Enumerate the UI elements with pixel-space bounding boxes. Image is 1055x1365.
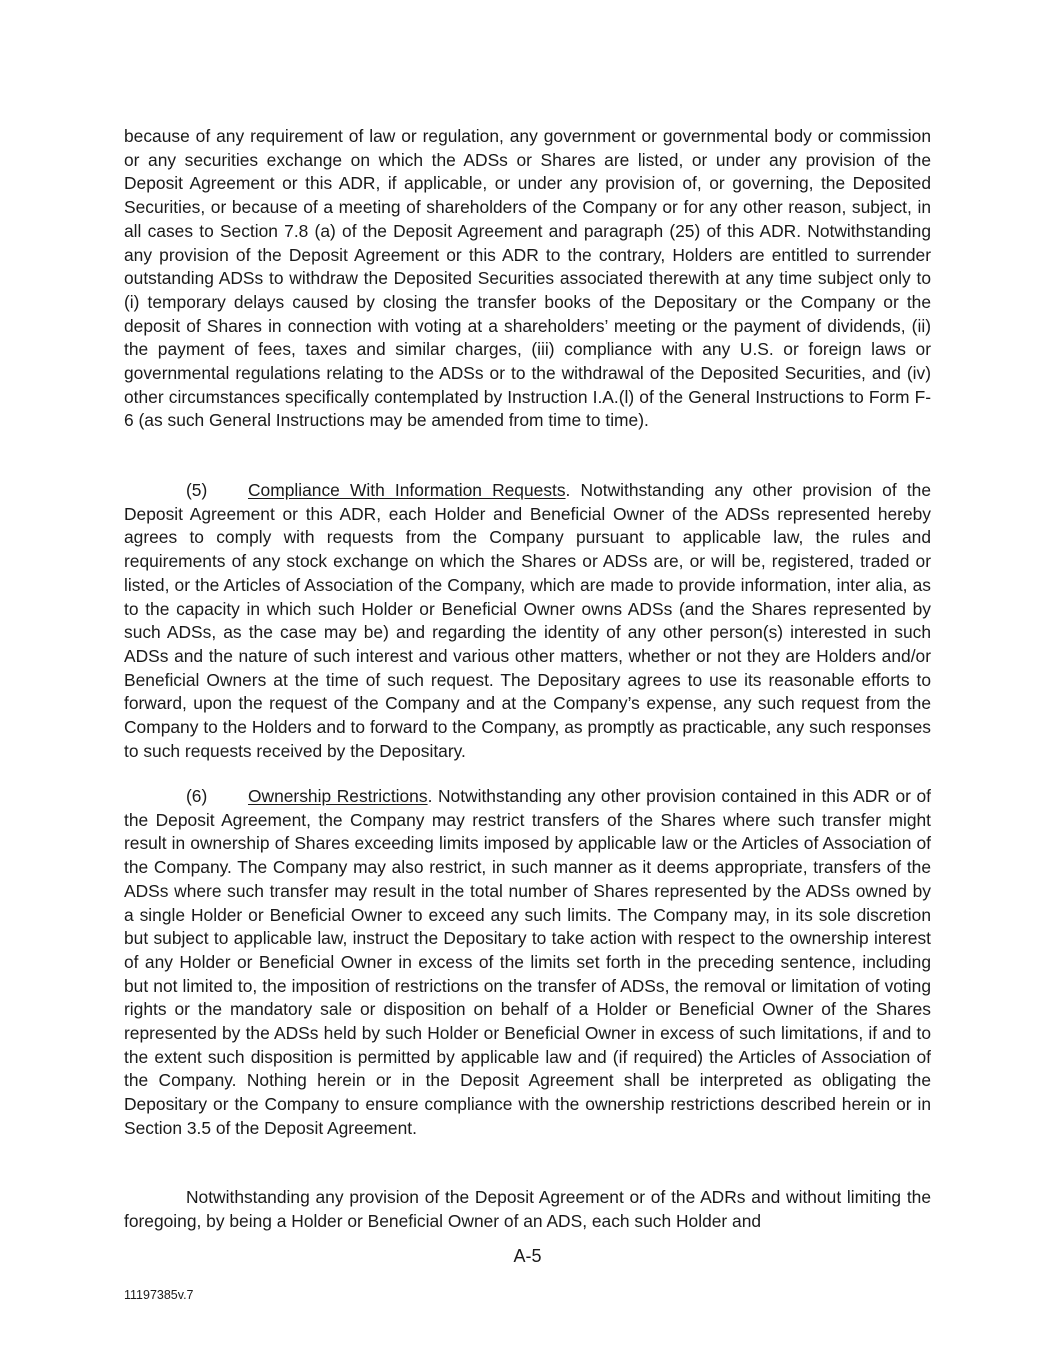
section-6-paragraph — [124, 785, 931, 1141]
section-number: (6) — [186, 786, 208, 806]
section-heading: Compliance With Information Requests — [248, 480, 566, 500]
page-number: A-5 — [513, 1246, 542, 1266]
section-body: . Notwithstanding any other provision contained in this ADR or of the Deposit Agreement, the Company may restrict transfers of the Shares where such transfer might result in ownership of Shares exceeding limits imposed by applicable law or the Articles of Association of the Company. The Company may also restrict, in such manner as it deems appropriate, transfers of the ADSs where such transfer may result in the total number of Shares represented by the ADSs owned by a single Holder or Beneficial Owner to exceed any such limits. The Company may, in its sole discretion but subject to applicable law, instruct the Depositary to take action with respect to the ownership interest of any Holder or Beneficial Owner in excess of the limits set forth in the preceding sentence, including but not limited to, the imposition of restrictions on the transfer of ADSs, the removal or limitation of voting rights or the mandatory sale or disposition on behalf of a Holder or Beneficial Owner of the Shares represented by the ADSs held by such Holder or Beneficial Owner in excess of such limitations, if and to the extent such disposition is permitted by applicable law and (if required) the Articles of Association of the Company. Nothing herein or in the Deposit Agreement shall be interpreted as obligating the Depositary or the Company to ensure compliance with the ownership restrictions described herein or in Section 3.5 of the Deposit Agreement. — [124, 786, 931, 1138]
document-id: 11197385v.7 — [124, 1288, 194, 1302]
section-body: . Notwithstanding any other provision of the Deposit Agreement or this ADR, each Holder and Beneficial Owner of the ADSs represented hereby agrees to comply with requests from the Company pursuant to applicable law, the rules and requirements of any stock exchange on which the Shares or ADSs are, or will be, registered, traded or listed, or the Articles of Association of the Company, which are made to provide information, inter alia, as to the capacity in which such Holder or Beneficial Owner owns ADSs (and the Shares represented by such ADSs, as the case may be) and regarding the identity of any other person(s) interested in such ADSs and the nature of such interest and various other matters, whether or not they are Holders and/or Beneficial Owners at the time of such request. The Depositary agrees to use its reasonable efforts to forward, upon the request of the Company and at the Company’s expense, any such request from the Company to the Holders and to forward to the Company, as promptly as practicable, any such responses to such requests received by the Depositary. — [124, 480, 931, 761]
final-paragraph — [124, 1186, 931, 1233]
section-heading: Ownership Restrictions — [248, 786, 428, 806]
section-5-paragraph — [124, 479, 931, 763]
paragraph-continued: because of any requirement of law or regulation, any government or governmental body or commission or any securities exchange on which the ADSs or Shares are listed, or under any provision of the Deposit Agreement or this ADR, if applicable, or under any provision of, or governing, the Deposited Securities, or because of a meeting of shareholders of the Company or for any other reason, subject, in all cases to Section 7.8 (a) of the Deposit Agreement and paragraph (25) of this ADR. Notwithstanding any provision of the Deposit Agreement or this ADR to the contrary, Holders are entitled to surrender outstanding ADSs to withdraw the Deposited Securities associated therewith at any time subject only to (i) temporary delays caused by closing the transfer books of the Depositary or the Company or the deposit of Shares in connection with voting at a shareholders’ meeting or the payment of dividends, (ii) the payment of fees, taxes and similar charges, (iii) compliance with any U.S. or foreign laws or governmental regulations relating to the ADSs or to the withdrawal of the Deposited Securities, and (iv) other circumstances specifically contemplated by Instruction I.A.(l) of the General Instructions to Form F-6 (as such General Instructions may be amended from time to time). — [124, 126, 931, 431]
final-paragraph-text: Notwithstanding any provision of the Deposit Agreement or of the ADRs and without limiting the foregoing, by being a Holder or Beneficial Owner of an ADS, each such Holder and — [124, 1187, 931, 1231]
section-number: (5) — [186, 480, 208, 500]
